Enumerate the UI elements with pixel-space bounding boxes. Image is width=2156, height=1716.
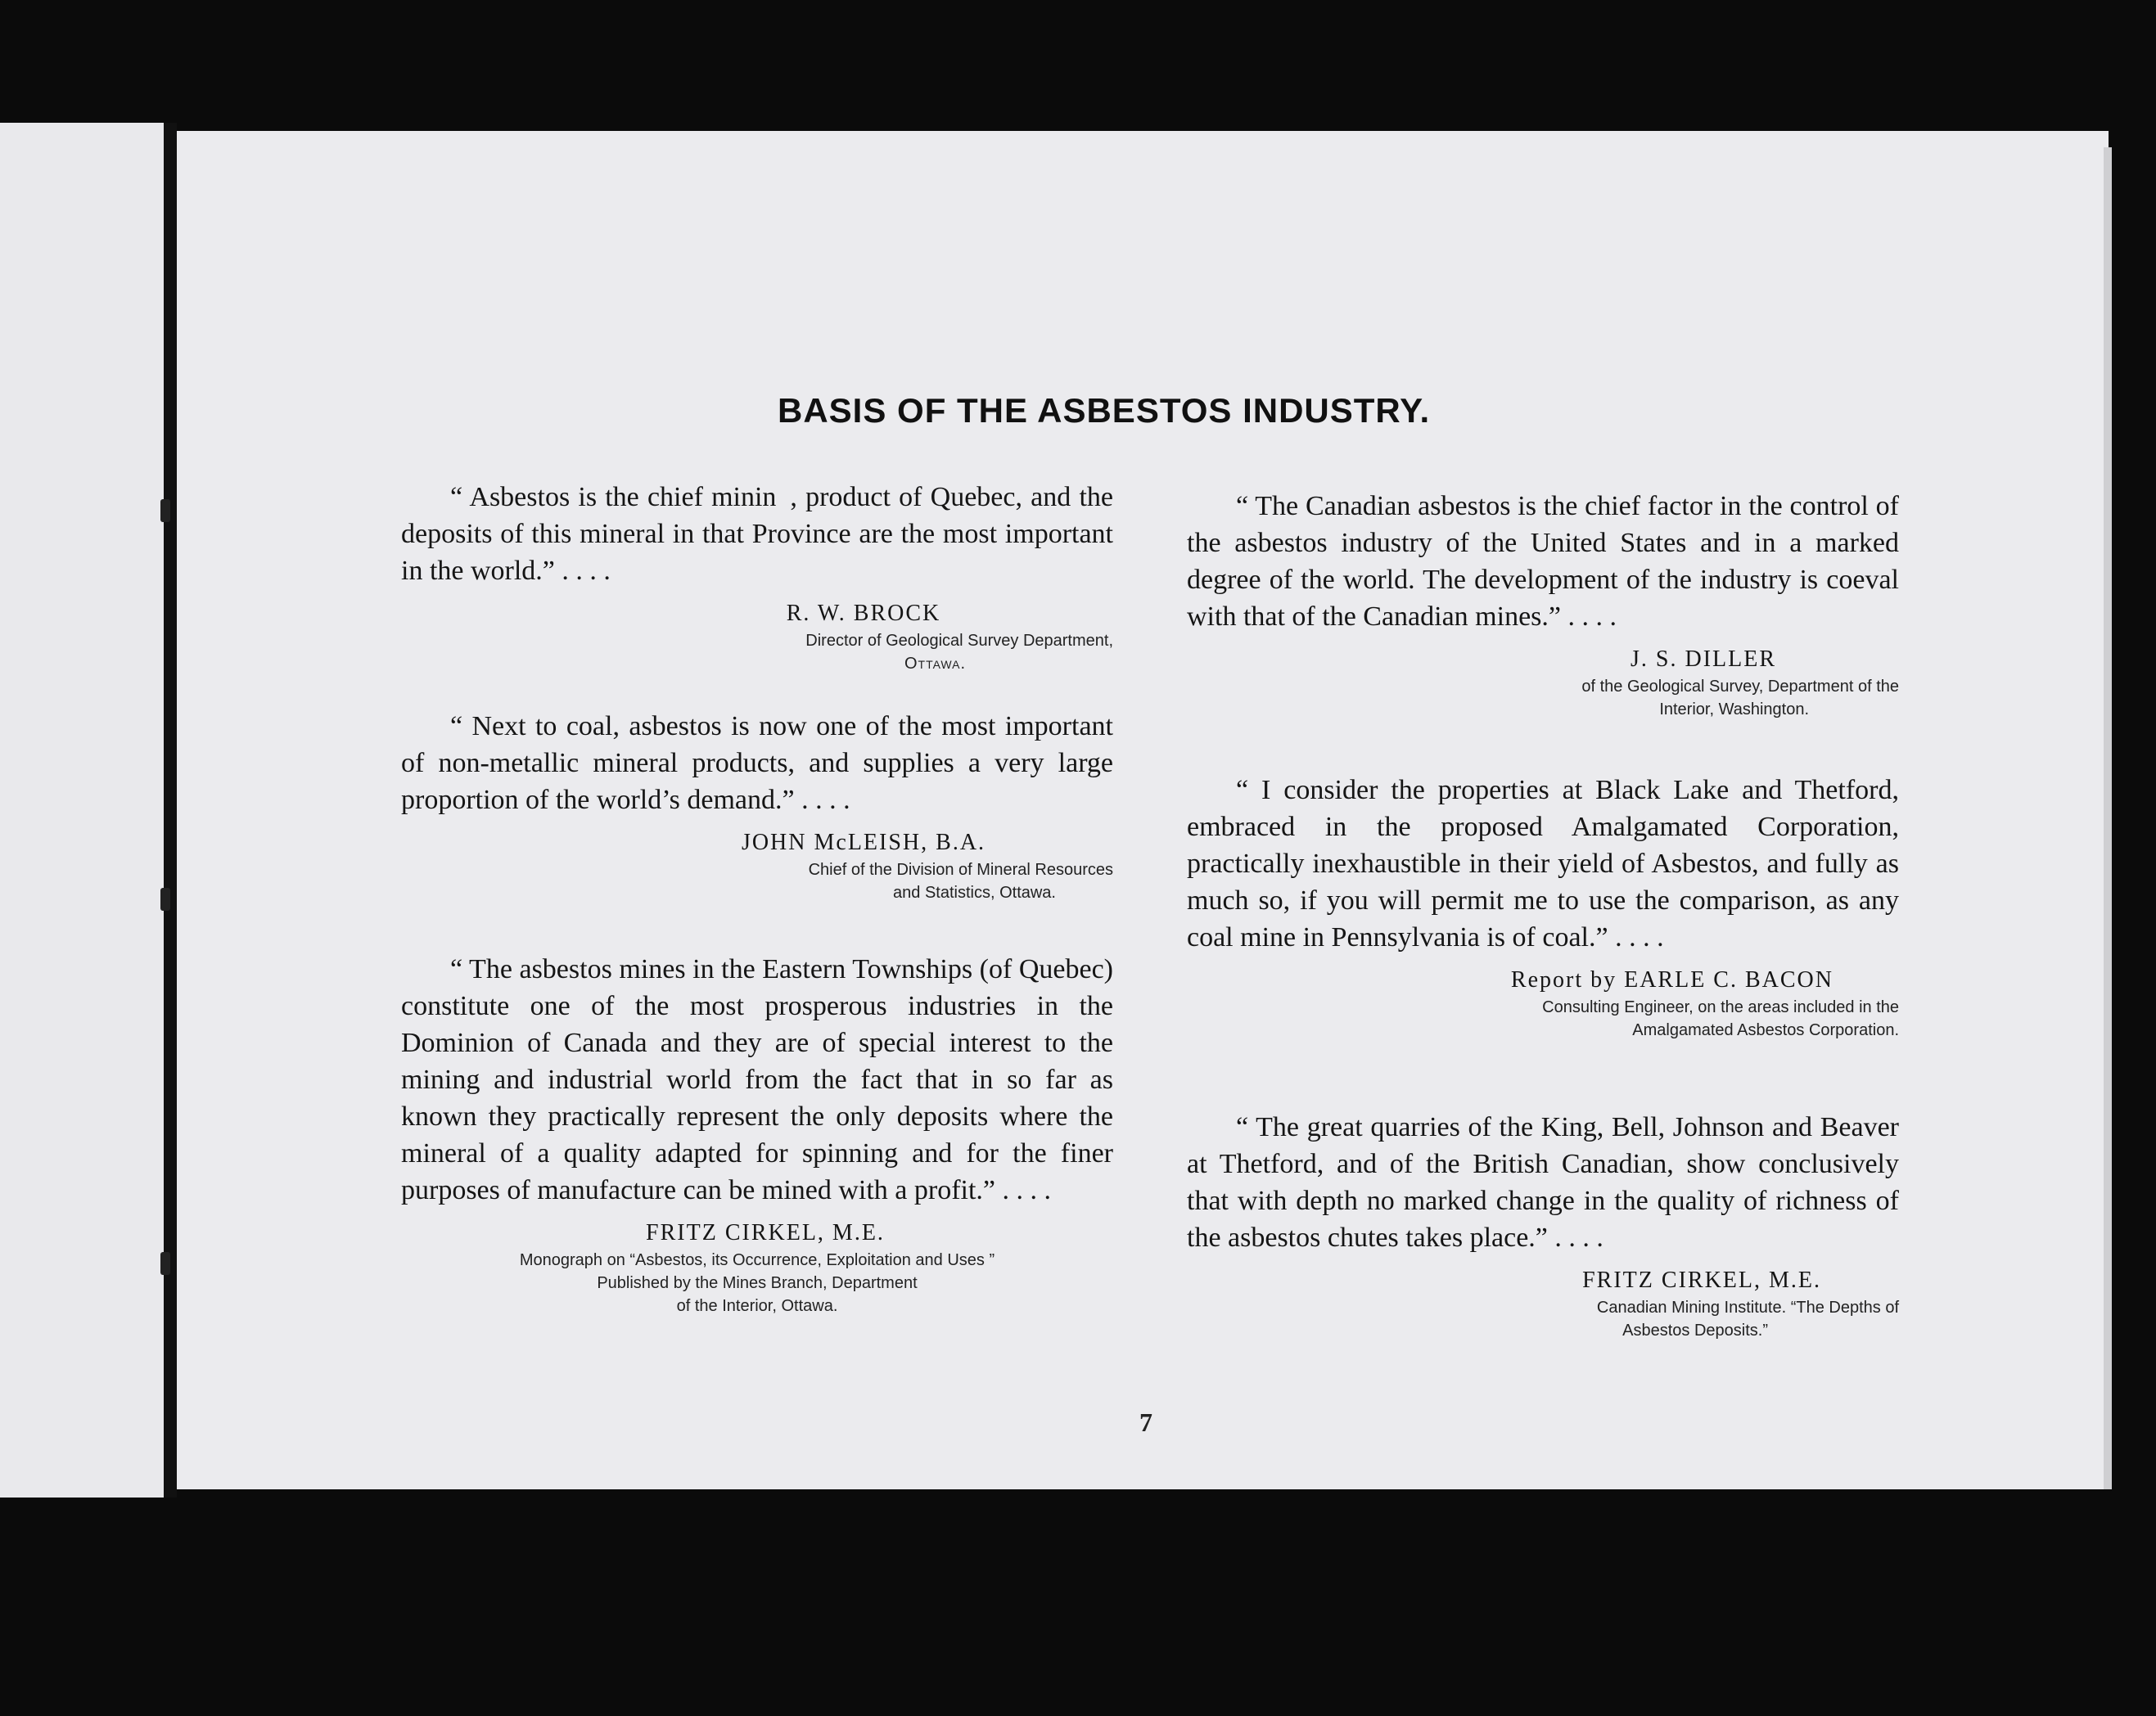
author-affiliation-place: Ottawa.	[904, 655, 966, 673]
binding-rule	[164, 123, 177, 1498]
quote-author: FRITZ CIRKEL, M.E.	[646, 1220, 885, 1245]
quote-text: “ The great quarries of the King, Bell, Johnson and Beaver at Thetford, and of the British Canadian, show conclusively that with depth no marked change in the quality of richness of the asbestos chutes takes place.” . . . .	[1187, 1112, 1899, 1253]
quote-text: “ Asbestos is the chief minin , product of Quebec, and the deposits of this mineral in that Province are the most important in the world.” . . . .	[401, 482, 1113, 586]
quote-block-mcleish	[401, 708, 1113, 902]
author-affiliation-place: Asbestos Deposits.”	[1622, 1322, 1768, 1340]
quote-author: JOHN McLEISH, B.A.	[741, 830, 986, 855]
author-affiliation: Canadian Mining Institute. “The Depths of	[1596, 1299, 1899, 1317]
author-affiliation: Monograph on “Asbestos, its Occurrence, Exploitation and Uses ”	[519, 1251, 995, 1269]
author-affiliation: Director of Geological Survey Department,	[805, 632, 1113, 650]
quote-block-cirkel-2	[1187, 1109, 1899, 1340]
quote-block-bacon	[1187, 772, 1899, 1039]
quote-text: “ The asbestos mines in the Eastern Townships (of Quebec) constitute one of the most prosperous industries in the Dominion of Canada and they are of special interest to the mining and industrial world from the fact that in so far as known they practically represent the only deposits where the mineral of a quality adapted for spinning and for the finer purposes of manufacture can be mined with a profit.” . . . .	[401, 954, 1113, 1205]
author-affiliation: Chief of the Division of Mineral Resources	[808, 861, 1113, 879]
page-title: BASIS OF THE ASBESTOS INDUSTRY.	[778, 391, 1431, 430]
author-affiliation-place: Interior, Washington.	[1659, 700, 1809, 718]
author-affiliation: Consulting Engineer, on the areas included in the	[1542, 998, 1899, 1016]
quote-block-brock	[401, 479, 1113, 673]
quote-block-cirkel-1	[401, 951, 1113, 1315]
quote-text: “ I consider the properties at Black Lake and Thetford, embraced in the proposed Amalgamated Corporation, practically inexhaustible in their yield of Asbestos, and fully as much so, if you will permit me to use the comparison, as any coal mine in Pennsylvania is of coal.” . . . .	[1187, 775, 1899, 953]
quote-author: Report by EARLE C. BACON	[1510, 967, 1834, 993]
facing-page-edge	[0, 123, 164, 1498]
quote-author: J. S. DILLER	[1631, 646, 1776, 672]
author-affiliation: of the Geological Survey, Department of the	[1581, 678, 1899, 696]
quote-text: “ Next to coal, asbestos is now one of the most important of non-metallic mineral products, and supplies a very large proportion of the world’s demand.” . . . .	[401, 711, 1113, 815]
author-affiliation-place: Amalgamated Asbestos Corporation.	[1632, 1021, 1899, 1039]
quote-author: FRITZ CIRKEL, M.E.	[1582, 1268, 1821, 1293]
author-affiliation-place: and Statistics, Ottawa.	[893, 884, 1056, 902]
quote-text: “ The Canadian asbestos is the chief factor in the control of the asbestos industry of the United States and in a marked degree of the world. The development of the industry is coeval with that of the Canadian mines.” . . . .	[1187, 491, 1899, 632]
quote-author: R. W. BROCK	[786, 601, 941, 626]
author-affiliation: Published by the Mines Branch, Department	[597, 1274, 918, 1292]
page-edge	[2104, 147, 2112, 1489]
page-number: 7	[1139, 1407, 1152, 1437]
author-affiliation-place: of the Interior, Ottawa.	[676, 1297, 838, 1315]
quote-block-diller	[1187, 488, 1899, 718]
